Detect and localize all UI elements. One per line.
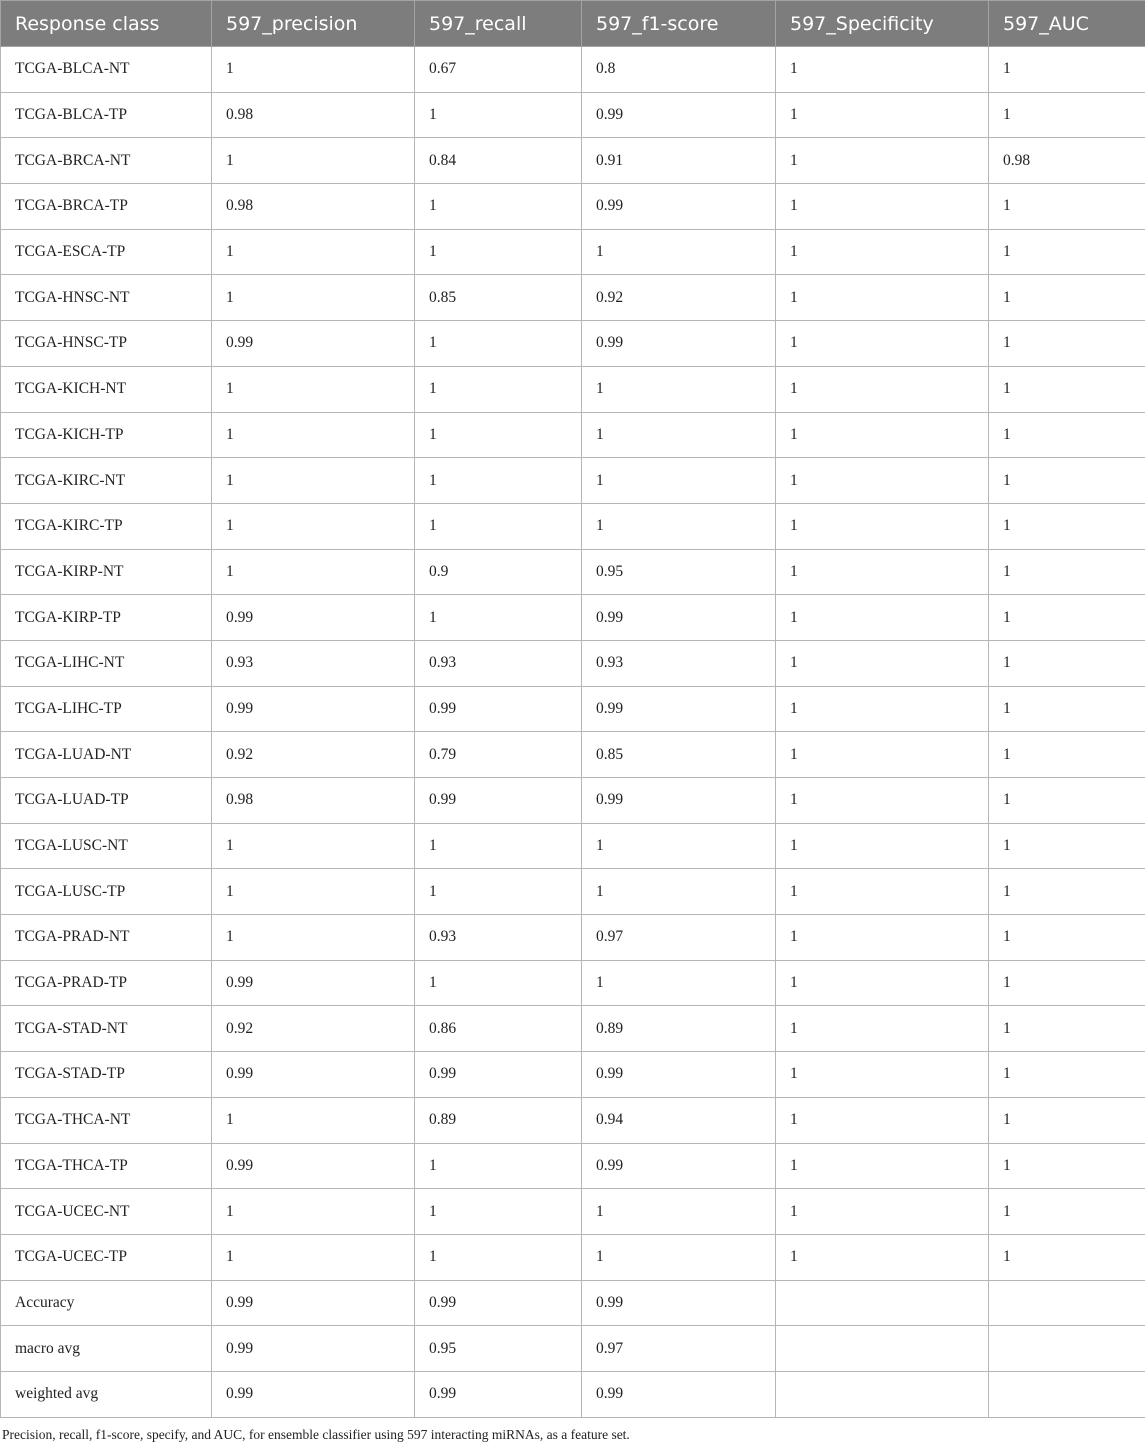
- cell-specificity: 1: [776, 1006, 989, 1052]
- cell-specificity: 1: [776, 1052, 989, 1098]
- table-row: [1, 1371, 1145, 1417]
- cell-specificity: 1: [776, 458, 989, 504]
- cell-specificity: 1: [776, 732, 989, 778]
- table-row: [1, 1326, 1145, 1372]
- cell-precision: 1: [212, 869, 415, 915]
- table-row: [1, 184, 1145, 230]
- cell-precision: 0.99: [212, 686, 415, 732]
- cell-f1-score: 0.89: [582, 1006, 776, 1052]
- cell-auc: 1: [989, 458, 1145, 504]
- cell-precision: 1: [212, 275, 415, 321]
- cell-precision: 1: [212, 1189, 415, 1235]
- cell-specificity: 1: [776, 686, 989, 732]
- cell-recall: 1: [415, 823, 582, 869]
- table-row: [1, 1006, 1145, 1052]
- cell-f1-score: 0.99: [582, 595, 776, 641]
- table-row: [1, 1189, 1145, 1235]
- cell-specificity: 1: [776, 1143, 989, 1189]
- cell-precision: 0.98: [212, 184, 415, 230]
- cell-recall: 0.95: [415, 1326, 582, 1372]
- table-row: [1, 458, 1145, 504]
- table-row: [1, 823, 1145, 869]
- cell-specificity: 1: [776, 229, 989, 275]
- cell-recall: 1: [415, 869, 582, 915]
- cell-precision: 0.99: [212, 1326, 415, 1372]
- cell-specificity: 1: [776, 1097, 989, 1143]
- cell-specificity: 1: [776, 503, 989, 549]
- cell-auc: 1: [989, 686, 1145, 732]
- table-row: [1, 229, 1145, 275]
- table-row: [1, 869, 1145, 915]
- cell-precision: 1: [212, 366, 415, 412]
- cell-precision: 1: [212, 138, 415, 184]
- cell-specificity: 1: [776, 595, 989, 641]
- table-row: [1, 1052, 1145, 1098]
- table-row: [1, 321, 1145, 367]
- cell-precision: 0.99: [212, 1143, 415, 1189]
- cell-response-class: TCGA-LUAD-NT: [1, 732, 212, 778]
- cell-specificity: 1: [776, 915, 989, 961]
- cell-precision: 0.92: [212, 732, 415, 778]
- cell-response-class: TCGA-HNSC-TP: [1, 321, 212, 367]
- cell-response-class: TCGA-THCA-TP: [1, 1143, 212, 1189]
- cell-recall: 0.89: [415, 1097, 582, 1143]
- cell-specificity: 1: [776, 869, 989, 915]
- table-row: [1, 1280, 1145, 1326]
- cell-specificity: 1: [776, 47, 989, 93]
- table-row: [1, 915, 1145, 961]
- cell-auc: 1: [989, 184, 1145, 230]
- table-body: [1, 47, 1145, 1418]
- cell-recall: 1: [415, 412, 582, 458]
- cell-response-class: Accuracy: [1, 1280, 212, 1326]
- cell-specificity: 1: [776, 275, 989, 321]
- cell-auc: 1: [989, 915, 1145, 961]
- cell-recall: 0.93: [415, 640, 582, 686]
- cell-recall: 1: [415, 595, 582, 641]
- cell-precision: 1: [212, 412, 415, 458]
- cell-auc: 1: [989, 1189, 1145, 1235]
- cell-specificity: 1: [776, 640, 989, 686]
- cell-precision: 0.98: [212, 92, 415, 138]
- cell-precision: 1: [212, 503, 415, 549]
- cell-recall: 1: [415, 366, 582, 412]
- cell-response-class: TCGA-LUSC-TP: [1, 869, 212, 915]
- cell-f1-score: 0.99: [582, 1052, 776, 1098]
- column-header-f1-score: 597_f1-score: [582, 1, 776, 47]
- cell-response-class: TCGA-KIRC-NT: [1, 458, 212, 504]
- cell-response-class: TCGA-PRAD-TP: [1, 960, 212, 1006]
- cell-f1-score: 0.99: [582, 778, 776, 824]
- cell-auc: 1: [989, 366, 1145, 412]
- cell-recall: 0.67: [415, 47, 582, 93]
- cell-response-class: weighted avg: [1, 1371, 212, 1417]
- cell-recall: 1: [415, 458, 582, 504]
- cell-auc: 1: [989, 1097, 1145, 1143]
- cell-f1-score: 0.94: [582, 1097, 776, 1143]
- cell-auc: 1: [989, 778, 1145, 824]
- cell-f1-score: 0.99: [582, 92, 776, 138]
- cell-auc: 1: [989, 92, 1145, 138]
- cell-auc: 0.98: [989, 138, 1145, 184]
- cell-f1-score: 0.95: [582, 549, 776, 595]
- cell-response-class: TCGA-HNSC-NT: [1, 275, 212, 321]
- cell-specificity: 1: [776, 778, 989, 824]
- cell-response-class: TCGA-LIHC-TP: [1, 686, 212, 732]
- cell-recall: 0.79: [415, 732, 582, 778]
- cell-f1-score: 0.93: [582, 640, 776, 686]
- table-row: [1, 640, 1145, 686]
- cell-recall: 1: [415, 1189, 582, 1235]
- cell-response-class: TCGA-BLCA-NT: [1, 47, 212, 93]
- cell-auc: [989, 1371, 1145, 1417]
- table-row: [1, 275, 1145, 321]
- cell-f1-score: 0.91: [582, 138, 776, 184]
- table-row: [1, 778, 1145, 824]
- cell-precision: 0.99: [212, 1280, 415, 1326]
- cell-specificity: 1: [776, 92, 989, 138]
- cell-f1-score: 0.85: [582, 732, 776, 778]
- cell-auc: 1: [989, 412, 1145, 458]
- cell-recall: 0.9: [415, 549, 582, 595]
- cell-f1-score: 0.99: [582, 1371, 776, 1417]
- cell-recall: 0.84: [415, 138, 582, 184]
- cell-precision: 0.92: [212, 1006, 415, 1052]
- cell-recall: 1: [415, 184, 582, 230]
- cell-recall: 0.85: [415, 275, 582, 321]
- cell-auc: 1: [989, 275, 1145, 321]
- cell-response-class: macro avg: [1, 1326, 212, 1372]
- cell-precision: 0.99: [212, 960, 415, 1006]
- column-header-specificity: 597_Specificity: [776, 1, 989, 47]
- cell-recall: 0.93: [415, 915, 582, 961]
- cell-recall: 1: [415, 960, 582, 1006]
- cell-precision: 1: [212, 1097, 415, 1143]
- cell-f1-score: 1: [582, 1234, 776, 1280]
- table-row: [1, 366, 1145, 412]
- cell-response-class: TCGA-BRCA-NT: [1, 138, 212, 184]
- table-row: [1, 503, 1145, 549]
- cell-specificity: 1: [776, 960, 989, 1006]
- cell-precision: 0.93: [212, 640, 415, 686]
- cell-specificity: 1: [776, 1189, 989, 1235]
- cell-specificity: 1: [776, 321, 989, 367]
- column-header-precision: 597_precision: [212, 1, 415, 47]
- cell-specificity: 1: [776, 823, 989, 869]
- cell-auc: 1: [989, 732, 1145, 778]
- cell-response-class: TCGA-BRCA-TP: [1, 184, 212, 230]
- cell-f1-score: 1: [582, 366, 776, 412]
- cell-f1-score: 0.99: [582, 321, 776, 367]
- cell-response-class: TCGA-KIRP-TP: [1, 595, 212, 641]
- cell-recall: 0.99: [415, 1280, 582, 1326]
- cell-precision: 1: [212, 229, 415, 275]
- cell-response-class: TCGA-LUSC-NT: [1, 823, 212, 869]
- cell-f1-score: 1: [582, 458, 776, 504]
- cell-specificity: 1: [776, 1234, 989, 1280]
- cell-f1-score: 0.97: [582, 915, 776, 961]
- table-row: [1, 686, 1145, 732]
- cell-f1-score: 1: [582, 503, 776, 549]
- cell-f1-score: 0.99: [582, 1280, 776, 1326]
- cell-auc: 1: [989, 1234, 1145, 1280]
- cell-precision: 1: [212, 458, 415, 504]
- cell-precision: 0.99: [212, 595, 415, 641]
- cell-response-class: TCGA-UCEC-TP: [1, 1234, 212, 1280]
- column-header-recall: 597_recall: [415, 1, 582, 47]
- cell-recall: 1: [415, 1143, 582, 1189]
- cell-auc: 1: [989, 595, 1145, 641]
- cell-precision: 0.98: [212, 778, 415, 824]
- cell-response-class: TCGA-LIHC-NT: [1, 640, 212, 686]
- cell-auc: 1: [989, 229, 1145, 275]
- cell-f1-score: 0.99: [582, 686, 776, 732]
- table-row: [1, 1097, 1145, 1143]
- cell-recall: 0.99: [415, 1052, 582, 1098]
- cell-specificity: 1: [776, 549, 989, 595]
- table-header: [1, 1, 1145, 47]
- cell-response-class: TCGA-BLCA-TP: [1, 92, 212, 138]
- cell-response-class: TCGA-LUAD-TP: [1, 778, 212, 824]
- cell-specificity: 1: [776, 138, 989, 184]
- table-row: [1, 412, 1145, 458]
- cell-response-class: TCGA-STAD-TP: [1, 1052, 212, 1098]
- cell-f1-score: 1: [582, 869, 776, 915]
- cell-recall: 1: [415, 503, 582, 549]
- cell-precision: 0.99: [212, 1052, 415, 1098]
- cell-recall: 1: [415, 92, 582, 138]
- cell-auc: 1: [989, 321, 1145, 367]
- cell-precision: 0.99: [212, 321, 415, 367]
- cell-specificity: [776, 1280, 989, 1326]
- cell-specificity: 1: [776, 184, 989, 230]
- cell-precision: 1: [212, 915, 415, 961]
- cell-recall: 0.86: [415, 1006, 582, 1052]
- cell-auc: 1: [989, 960, 1145, 1006]
- table-caption: Precision, recall, f1-score, specify, and AUC, for ensemble classifier using 597 interacting miRNAs, as a feature set.: [2, 1427, 630, 1442]
- cell-auc: 1: [989, 1052, 1145, 1098]
- cell-f1-score: 1: [582, 823, 776, 869]
- cell-auc: 1: [989, 1143, 1145, 1189]
- cell-recall: 0.99: [415, 778, 582, 824]
- cell-precision: 1: [212, 1234, 415, 1280]
- table-row: [1, 960, 1145, 1006]
- cell-recall: 1: [415, 321, 582, 367]
- table-row: [1, 549, 1145, 595]
- cell-response-class: TCGA-THCA-NT: [1, 1097, 212, 1143]
- cell-response-class: TCGA-KIRP-NT: [1, 549, 212, 595]
- cell-response-class: TCGA-PRAD-NT: [1, 915, 212, 961]
- table-row: [1, 92, 1145, 138]
- cell-recall: 0.99: [415, 1371, 582, 1417]
- cell-auc: [989, 1280, 1145, 1326]
- cell-recall: 1: [415, 1234, 582, 1280]
- table-row: [1, 1143, 1145, 1189]
- cell-auc: 1: [989, 823, 1145, 869]
- cell-auc: 1: [989, 869, 1145, 915]
- cell-recall: 0.99: [415, 686, 582, 732]
- cell-specificity: 1: [776, 412, 989, 458]
- cell-auc: 1: [989, 549, 1145, 595]
- cell-precision: 0.99: [212, 1371, 415, 1417]
- cell-f1-score: 0.99: [582, 184, 776, 230]
- cell-precision: 1: [212, 823, 415, 869]
- cell-auc: 1: [989, 1006, 1145, 1052]
- cell-response-class: TCGA-KIRC-TP: [1, 503, 212, 549]
- cell-f1-score: 1: [582, 960, 776, 1006]
- cell-precision: 1: [212, 47, 415, 93]
- table-row: [1, 595, 1145, 641]
- cell-response-class: TCGA-KICH-NT: [1, 366, 212, 412]
- cell-f1-score: 0.8: [582, 47, 776, 93]
- column-header-response-class: Response class: [1, 1, 212, 47]
- cell-auc: [989, 1326, 1145, 1372]
- cell-specificity: [776, 1371, 989, 1417]
- cell-specificity: 1: [776, 366, 989, 412]
- table-row: [1, 47, 1145, 93]
- cell-f1-score: 1: [582, 229, 776, 275]
- cell-response-class: TCGA-ESCA-TP: [1, 229, 212, 275]
- cell-response-class: TCGA-STAD-NT: [1, 1006, 212, 1052]
- cell-response-class: TCGA-KICH-TP: [1, 412, 212, 458]
- table-row: [1, 732, 1145, 778]
- table-row: [1, 138, 1145, 184]
- cell-recall: 1: [415, 229, 582, 275]
- cell-auc: 1: [989, 640, 1145, 686]
- cell-f1-score: 1: [582, 1189, 776, 1235]
- cell-auc: 1: [989, 47, 1145, 93]
- cell-specificity: [776, 1326, 989, 1372]
- cell-f1-score: 1: [582, 412, 776, 458]
- cell-f1-score: 0.92: [582, 275, 776, 321]
- column-header-auc: 597_AUC: [989, 1, 1145, 47]
- table-row: [1, 1234, 1145, 1280]
- header-row: [1, 1, 1145, 47]
- cell-f1-score: 0.97: [582, 1326, 776, 1372]
- cell-precision: 1: [212, 549, 415, 595]
- cell-f1-score: 0.99: [582, 1143, 776, 1189]
- cell-auc: 1: [989, 503, 1145, 549]
- cell-response-class: TCGA-UCEC-NT: [1, 1189, 212, 1235]
